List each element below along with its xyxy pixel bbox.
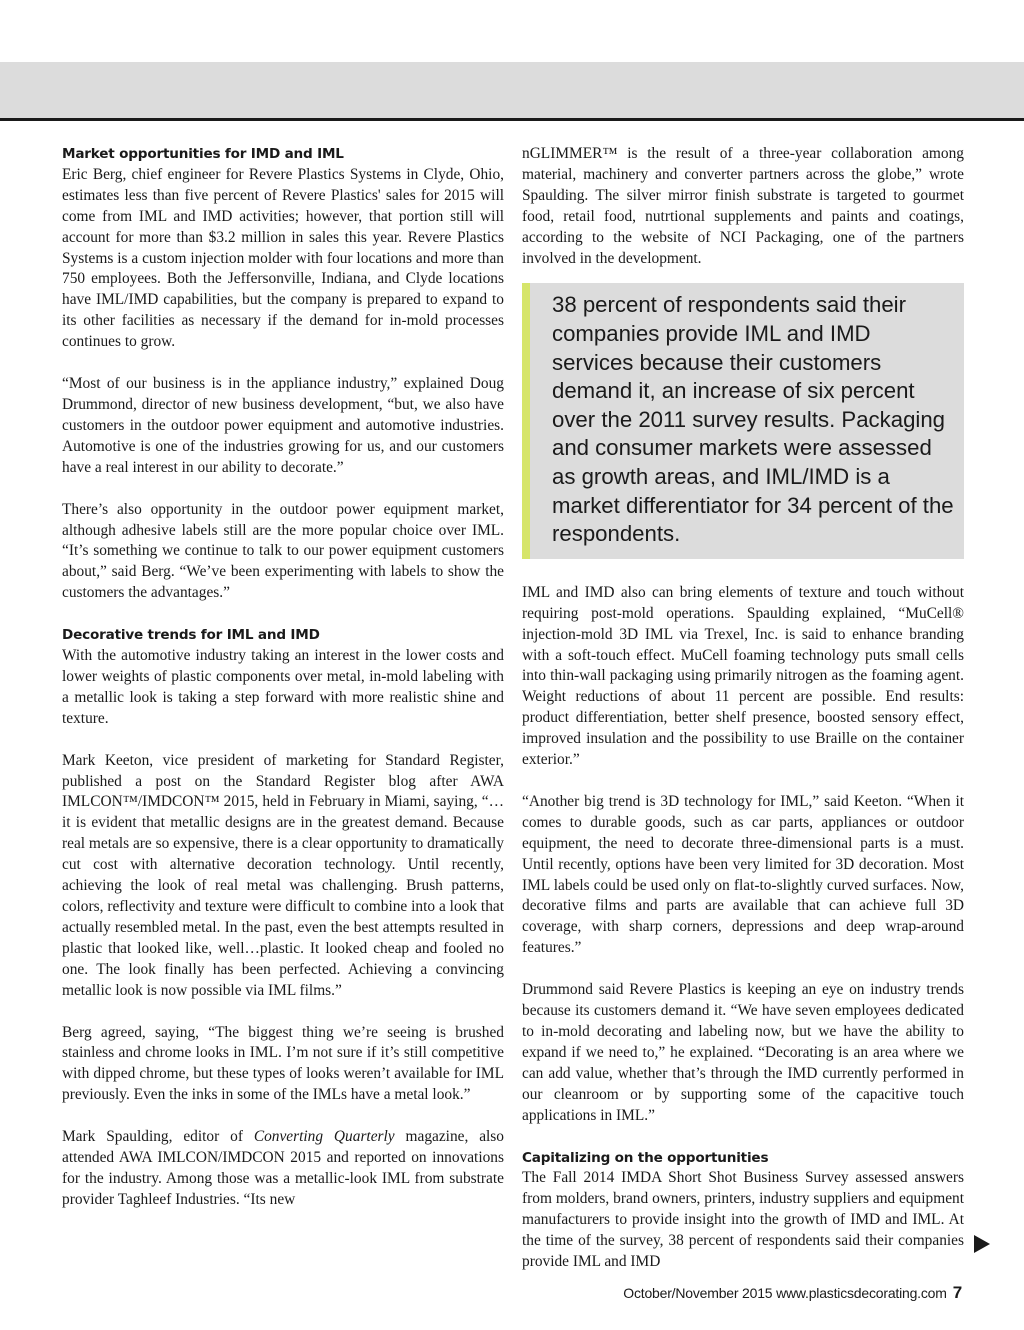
paragraph: There’s also opportunity in the outdoor power equipment market, although adhesive labels still are the more popular choice over IML. “It’s something we continue to talk to our power equipment customers about,” said Berg. “We’ve been experimenting with labels to show the customers the advantages.” [62, 500, 504, 602]
paragraph: Mark Keeton, vice president of marketing for Standard Register, published a post on the Standard Register blog after AWA IMLCON™/IMDCON™ 2015, held in February in Miami, saying, “…it is evident that metallic designs are in the greatest demand. Because real metals are so expensive, there is a clear opportunity to dramatically cut cost with alternative decoration technology. Until recently, achieving the look of real metal was challenging. Brush patterns, colors, reflectivity and texture were difficult to combine into a look that actually resembled metal. In the past, even the best attempts resulted in plastic that looked like, well…plastic. It looked cheap and fooled no one. The look finally has been perfected. Achieving a convincing metallic look is now possible via IML films.” [62, 751, 504, 999]
paragraph: nGLIMMER™ is the result of a three-year collaboration among material, machinery and converter partners across the globe,” wrote Spaulding. The silver mirror finish substrate is targeted to gourmet food, retail food, nutrtional supplements and paints and coatings, according to the website of NCI Packaging, one of the partners involved in the development. [522, 145, 964, 267]
paragraph [62, 1127, 504, 1211]
continue-arrow-icon [974, 1235, 990, 1253]
paragraph: IML and IMD also can bring elements of texture and touch without requiring post-mold operations. Spaulding explained, “MuCell® injection-mold 3D IML via Trexel, Inc. is said to enhance branding with a soft-touch effect. MuCell foaming technology puts small cells into thin-wall packaging using primarily nitrogen as the foaming agent. Weight reductions of about 11 percent are possible. End results: product differentiation, better shelf presence, boosted sensory effect, improved insulation and the possibility to use Braille on the container exterior.” [522, 583, 964, 769]
pull-quote: 38 percent of respondents said their companies provide IML and IMD services because their customers demand it, an increase of six percent over the 2011 survey results. Packaging and consumer markets were assessed as growth areas, and IML/IMD is a market differentiator for 34 percent of the respondents. [522, 283, 964, 558]
footer-text: October/November 2015 www.plasticsdecorating.com [623, 1285, 947, 1301]
paragraph: Eric Berg, chief engineer for Revere Plastics Systems in Clyde, Ohio, estimates less than five percent of Revere Plastics' sales for 2015 will come from IML and IMD activities; however, that portion still will account for more than $3.2 million in sales this year. Revere Plastics Systems is a custom injection molder with four locations and more than 750 employees. Both the Jeffersonville, Indiana, and Clyde locations have IML/IMD capabilities, but the company is prepared to expand to its other facilities as necessary if the demand for in-mold processes continues to grow. [62, 165, 504, 351]
paragraph: “Another big trend is 3D technology for IML,” said Keeton. “When it comes to durable goods, such as car parts, appliances or outdoor equipment, the need to decorate three-dimensional parts is a must. Until recently, options have been very limited for 3D decoration. Most IML labels could be used only on flat-to-slightly curved surfaces. Now, decorative films and parts are available that can achieve full 3D coverage, with sharp corners, depressions and deep wrap-around features.” [522, 792, 964, 957]
right-column [522, 144, 964, 1273]
page-footer [623, 1283, 962, 1303]
page-number: 7 [952, 1283, 962, 1302]
paragraph: Drummond said Revere Plastics is keeping an eye on industry trends because its customers demand it. “We have seven employees dedicated to in-mold decorating and labeling now, but we have the ability to expand if we need to,” he explained. “Decorating is an area where we can add value, whether that’s through the IMD currently performed in our cleanroom or by supporting some of the capacitive touch applications in IML.” [522, 981, 964, 1124]
heading-market-opportunities: Market opportunities for IMD and IML [62, 146, 344, 162]
heading-capitalizing: Capitalizing on the opportunities [522, 1149, 769, 1166]
heading-decorative-trends: Decorative trends for IML and IMD [62, 627, 320, 644]
publication-title: Converting Quarterly [253, 1128, 395, 1146]
text-run: Mark Spaulding, editor of [62, 1128, 254, 1146]
paragraph: With the automotive industry taking an interest in the lower costs and lower weights of plastic components over metal, in-mold labeling with a metallic look is taking a step forward with more realistic shine and texture. [62, 647, 504, 727]
paragraph: The Fall 2014 IMDA Short Shot Business Survey assessed answers from molders, brand owners, printers, industry suppliers and equipment manufacturers to provide insight into the growth of IMD and IML. At the time of the survey, 38 percent of respondents said their companies provide IML and IMD [522, 1169, 964, 1271]
paragraph: Berg agreed, saying, “The biggest thing we’re seeing is brushed stainless and chrome looks in IML. I’m not sure if it’s still competitive with dipped chrome, but these types of looks weren’t available for IML previously. Even the inks in some of the IMLs have a metal look.” [62, 1023, 504, 1104]
left-column [62, 144, 504, 1211]
text-run: magazine, also attended AWA IMLCON/IMDCON 2015 and reported on innovations for the industry. Among those was a metallic-look IML from substrate provider Taghleef Industries. “Its new [62, 1128, 504, 1208]
paragraph: “Most of our business is in the appliance industry,” explained Doug Drummond, director of new business development, “but, we also have customers in the outdoor power equipment and automotive industries. Automotive is one of the industries growing for us, and our customers have a real interest in our ability to decorate.” [62, 375, 504, 476]
header-band [0, 62, 1024, 121]
